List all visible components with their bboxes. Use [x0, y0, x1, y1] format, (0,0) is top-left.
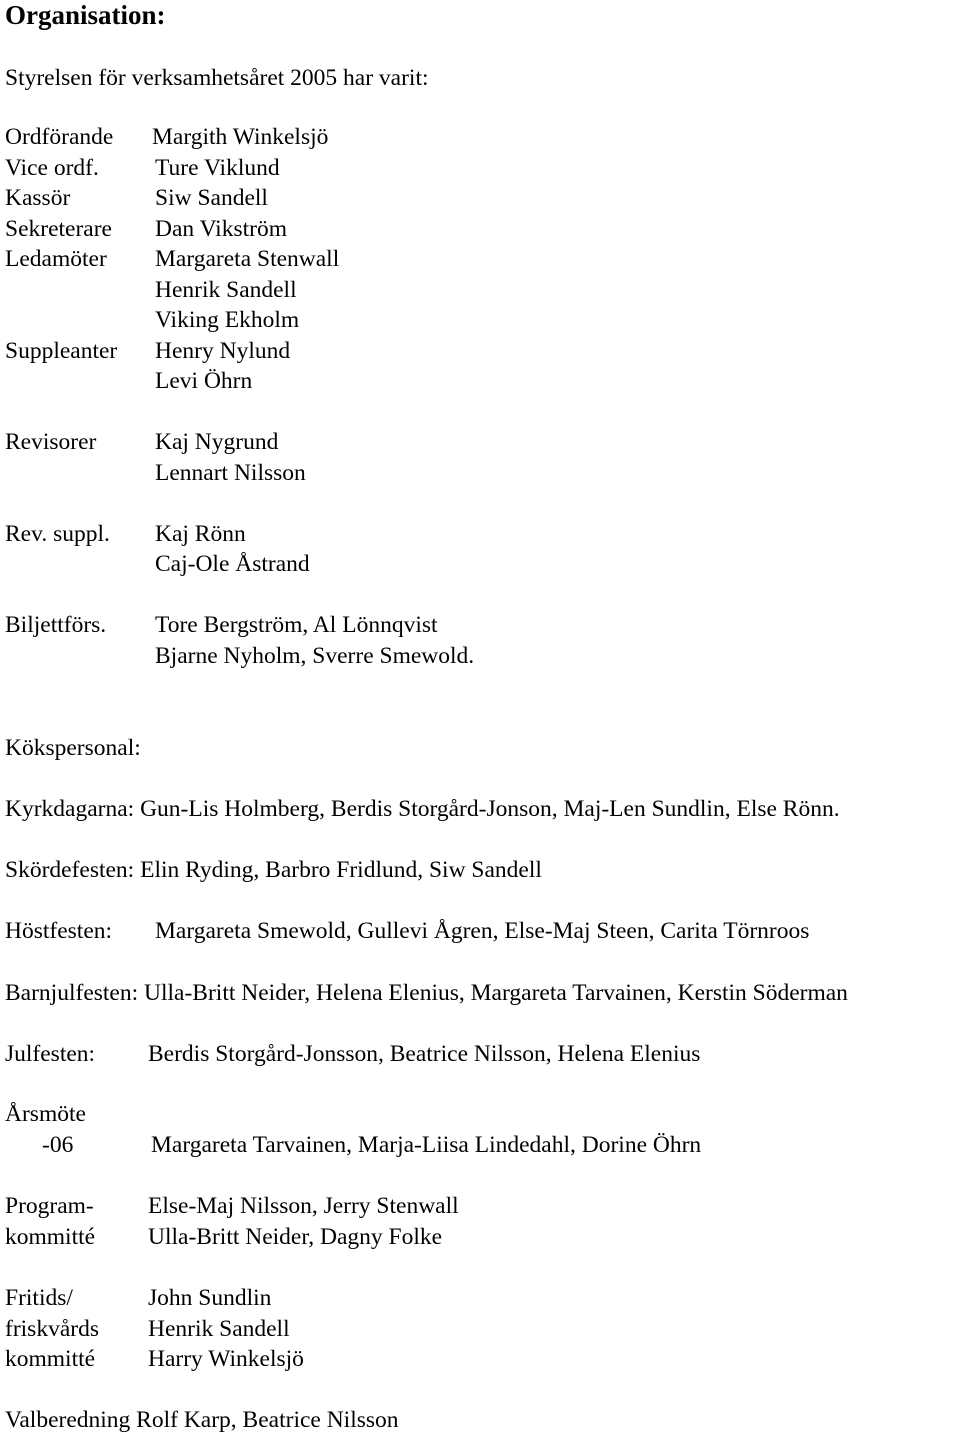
- committee-names-fritids: Harry Winkelsjö: [148, 1346, 304, 1372]
- role-ticket-sellers: Biljettförs.: [5, 612, 107, 638]
- role-deputies: Suppleanter: [5, 338, 118, 364]
- role-chair: Ordförande: [5, 124, 114, 150]
- event-names: Elin Ryding, Barbro Fridlund, Siw Sandell: [140, 857, 542, 883]
- committee-label-fritids: kommitté: [5, 1346, 96, 1372]
- event-label-arsmote: Årsmöte: [5, 1101, 86, 1127]
- committee-names-fritids: John Sundlin: [148, 1285, 272, 1311]
- committee-names-fritids: Henrik Sandell: [148, 1316, 290, 1342]
- board-intro: Styrelsen för verksamhetsåret 2005 har varit:: [5, 65, 429, 91]
- role-secretary: Sekreterare: [5, 216, 112, 242]
- role-vice-chair: Vice ordf.: [5, 155, 99, 181]
- kitchen-row-kyrkdagarna: [5, 794, 840, 824]
- event-names-arsmote: Margareta Tarvainen, Marja-Liisa Lindedahl, Dorine Öhrn: [151, 1132, 702, 1158]
- name-deputy: Henry Nylund: [155, 338, 291, 364]
- name-deputy-auditor: Caj-Ole Åstrand: [155, 551, 310, 577]
- event-label-arsmote-year: -06: [42, 1132, 74, 1158]
- page-title: Organisation:: [5, 0, 166, 30]
- event-names-hostfesten: Margareta Smewold, Gullevi Ågren, Else-Maj Steen, Carita Törnroos: [155, 918, 810, 944]
- committee-label-program: Program-: [5, 1193, 94, 1219]
- name-deputy-auditor: Kaj Rönn: [155, 521, 246, 547]
- event-label: Skördefesten:: [5, 857, 135, 883]
- name-ticket-sellers: Bjarne Nyholm, Sverre Smewold.: [155, 643, 475, 669]
- committee-names: Rolf Karp, Beatrice Nilsson: [136, 1407, 399, 1433]
- kitchen-row-skordefesten: [5, 855, 542, 885]
- name-treasurer: Siw Sandell: [155, 185, 268, 211]
- event-names: Ulla-Britt Neider, Helena Elenius, Margareta Tarvainen, Kerstin Söderman: [144, 980, 848, 1006]
- committee-names-program: Else-Maj Nilsson, Jerry Stenwall: [148, 1193, 459, 1219]
- role-auditors: Revisorer: [5, 429, 97, 455]
- name-ticket-sellers: Tore Bergström, Al Lönnqvist: [155, 612, 438, 638]
- name-auditor: Lennart Nilsson: [155, 460, 306, 486]
- name-chair: Margith Winkelsjö: [152, 124, 329, 150]
- event-names: Gun-Lis Holmberg, Berdis Storgård-Jonson, Maj-Len Sundlin, Else Rönn.: [140, 796, 840, 822]
- kitchen-row-barnjulfesten: [5, 978, 848, 1008]
- name-auditor: Kaj Nygrund: [155, 429, 279, 455]
- name-vice-chair: Ture Viklund: [155, 155, 280, 181]
- event-label: Kyrkdagarna:: [5, 796, 135, 822]
- name-deputy: Levi Öhrn: [155, 368, 253, 394]
- committee-names-program: Ulla-Britt Neider, Dagny Folke: [148, 1224, 443, 1250]
- committee-row-valberedning: [5, 1405, 399, 1435]
- name-member: Henrik Sandell: [155, 277, 297, 303]
- committee-label-fritids: Fritids/: [5, 1285, 73, 1311]
- event-label-julfesten: Julfesten:: [5, 1041, 96, 1067]
- name-member: Viking Ekholm: [155, 307, 300, 333]
- event-label: Barnjulfesten:: [5, 980, 139, 1006]
- role-treasurer: Kassör: [5, 185, 71, 211]
- role-deputy-auditors: Rev. suppl.: [5, 521, 110, 547]
- committee-label-fritids: friskvårds: [5, 1316, 99, 1342]
- kitchen-staff-heading: Kökspersonal:: [5, 735, 141, 761]
- event-label-hostfesten: Höstfesten:: [5, 918, 113, 944]
- event-names-julfesten: Berdis Storgård-Jonsson, Beatrice Nilsson, Helena Elenius: [148, 1041, 701, 1067]
- name-secretary: Dan Vikström: [155, 216, 287, 242]
- committee-label: Valberedning: [5, 1407, 131, 1433]
- role-members: Ledamöter: [5, 246, 107, 272]
- committee-label-program: kommitté: [5, 1224, 96, 1250]
- name-member: Margareta Stenwall: [155, 246, 340, 272]
